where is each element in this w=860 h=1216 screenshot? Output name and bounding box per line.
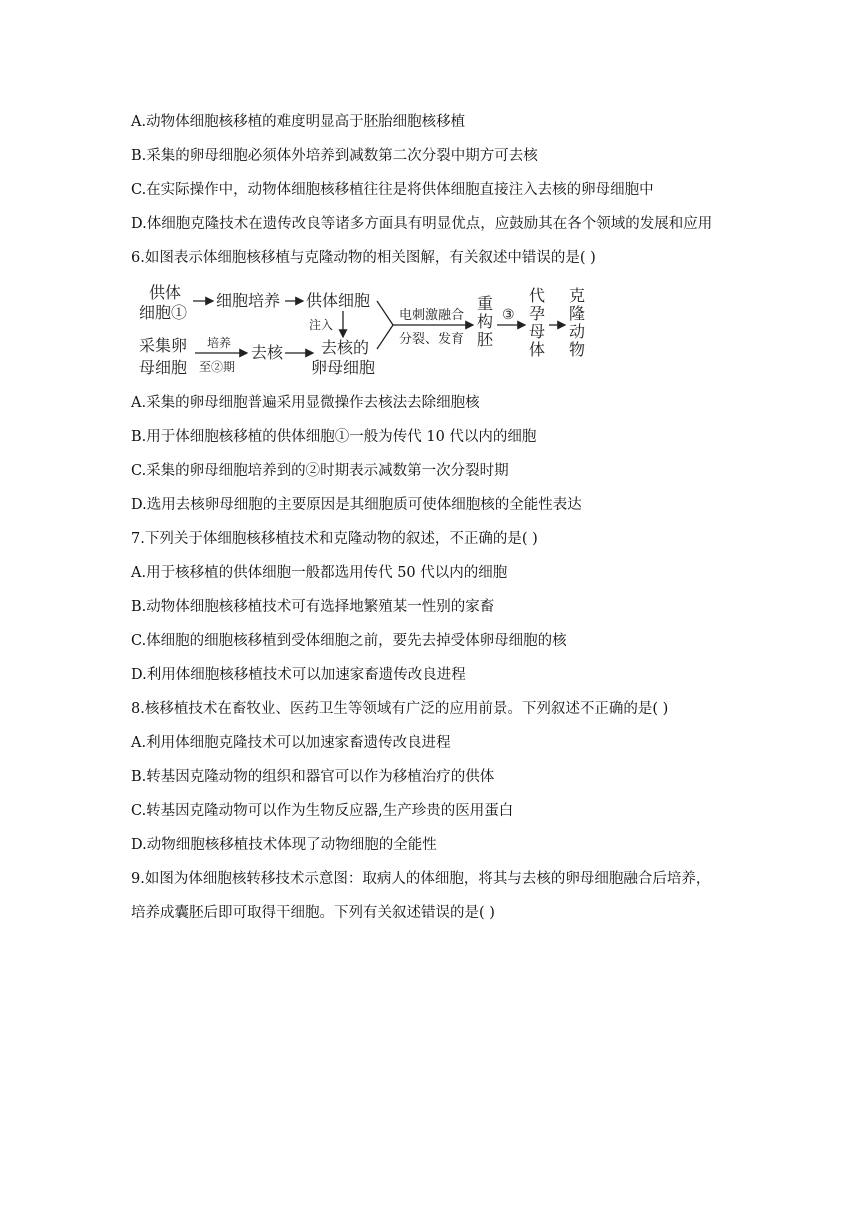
- diagram-surrogate-1: 代: [529, 286, 546, 305]
- diagram-donor-2: 细胞①: [139, 303, 188, 322]
- diagram-step3: ③: [502, 307, 515, 323]
- merge-bottom: [377, 325, 393, 349]
- question-7: 7.下列关于体细胞核移植技术和克隆动物的叙述，不正确的是( ): [131, 531, 538, 547]
- option-8a: A.利用体细胞克隆技术可以加速家畜遗传改良进程: [131, 735, 451, 751]
- option-7a: A.用于核移植的供体细胞一般都选用传代 50 代以内的细胞: [131, 565, 508, 581]
- option-7b: B.动物体细胞核移植技术可有选择地繁殖某一性别的家畜: [131, 599, 495, 615]
- diagram-electro: 电刺激融合: [399, 308, 465, 323]
- question-6: 6.如图表示体细胞核移植与克隆动物的相关图解，有关叙述中错误的是( ): [131, 250, 596, 266]
- option-6c: C.采集的卵母细胞培养到的②时期表示减数第一次分裂时期: [131, 463, 509, 479]
- option-5c: C.在实际操作中，动物体细胞核移植往往是将供体细胞直接注入去核的卵母细胞中: [131, 182, 654, 198]
- diagram-to-stage: 至②期: [199, 360, 236, 374]
- merge-top: [377, 301, 393, 325]
- diagram-recon-2: 构: [477, 312, 494, 331]
- diagram-collect-1: 采集卵: [139, 336, 188, 355]
- diagram-culture: 培养: [207, 336, 232, 350]
- option-6d: D.选用去核卵母细胞的主要原因是其细胞质可使体细胞核的全能性表达: [131, 497, 582, 513]
- diagram-surrogate-2: 孕: [529, 304, 546, 323]
- diagram-clone-4: 物: [569, 340, 586, 359]
- option-6a: A.采集的卵母细胞普遍采用显微操作去核法去除细胞核: [131, 395, 480, 411]
- option-5a: A.动物体细胞核移植的难度明显高于胚胎细胞核移植: [131, 114, 466, 130]
- diagram-surrogate-3: 母: [529, 322, 546, 341]
- diagram-clone-2: 隆: [569, 304, 586, 323]
- question-8: 8.核移植技术在畜牧业、医药卫生等领域有广泛的应用前景。下列叙述不正确的是( ): [131, 701, 669, 717]
- diagram-recon-3: 胚: [477, 330, 494, 349]
- diagram-enucleate: 去核: [251, 343, 284, 362]
- diagram-inject: 注入: [309, 318, 334, 332]
- diagram-enucleated-2: 卵母细胞: [311, 358, 376, 377]
- diagram-donor-cell: 供体细胞: [306, 291, 371, 310]
- diagram-clone-1: 克: [569, 286, 586, 305]
- option-8c: C.转基因克隆动物可以作为生物反应器,生产珍贵的医用蛋白: [131, 803, 514, 819]
- option-5d: D.体细胞克隆技术在遗传改良等诸多方面具有明显优点，应鼓励其在各个领域的发展和应用: [131, 216, 713, 232]
- diagram-division: 分裂、发育: [399, 332, 465, 347]
- option-5b: B.采集的卵母细胞必须体外培养到减数第二次分裂中期方可去核: [131, 148, 538, 164]
- diagram-enucleated-1: 去核的: [321, 338, 370, 357]
- diagram-surrogate-4: 体: [529, 340, 546, 359]
- question-9-line1: 9.如图为体细胞核转移技术示意图：取病人的体细胞，将其与去核的卵母细胞融合后培养，: [131, 871, 711, 887]
- diagram-collect-2: 母细胞: [139, 358, 188, 377]
- option-8d: D.动物细胞核移植技术体现了动物细胞的全能性: [131, 837, 437, 853]
- diagram-donor-1: 供体: [149, 283, 182, 302]
- cloning-diagram: [131, 281, 601, 381]
- diagram-recon-1: 重: [477, 294, 494, 313]
- question-9-line2: 培养成囊胚后即可取得干细胞。下列有关叙述错误的是( ): [131, 905, 495, 921]
- option-7d: D.利用体细胞核移植技术可以加速家畜遗传改良进程: [131, 667, 466, 683]
- option-8b: B.转基因克隆动物的组织和器官可以作为移植治疗的供体: [131, 769, 495, 785]
- option-7c: C.体细胞的细胞核移植到受体细胞之前，要先去掉受体卵母细胞的核: [131, 633, 567, 649]
- diagram-clone-3: 动: [569, 322, 586, 341]
- option-6b: B.用于体细胞核移植的供体细胞①一般为传代 10 代以内的细胞: [131, 429, 537, 445]
- diagram-cell-culture: 细胞培养: [216, 291, 281, 310]
